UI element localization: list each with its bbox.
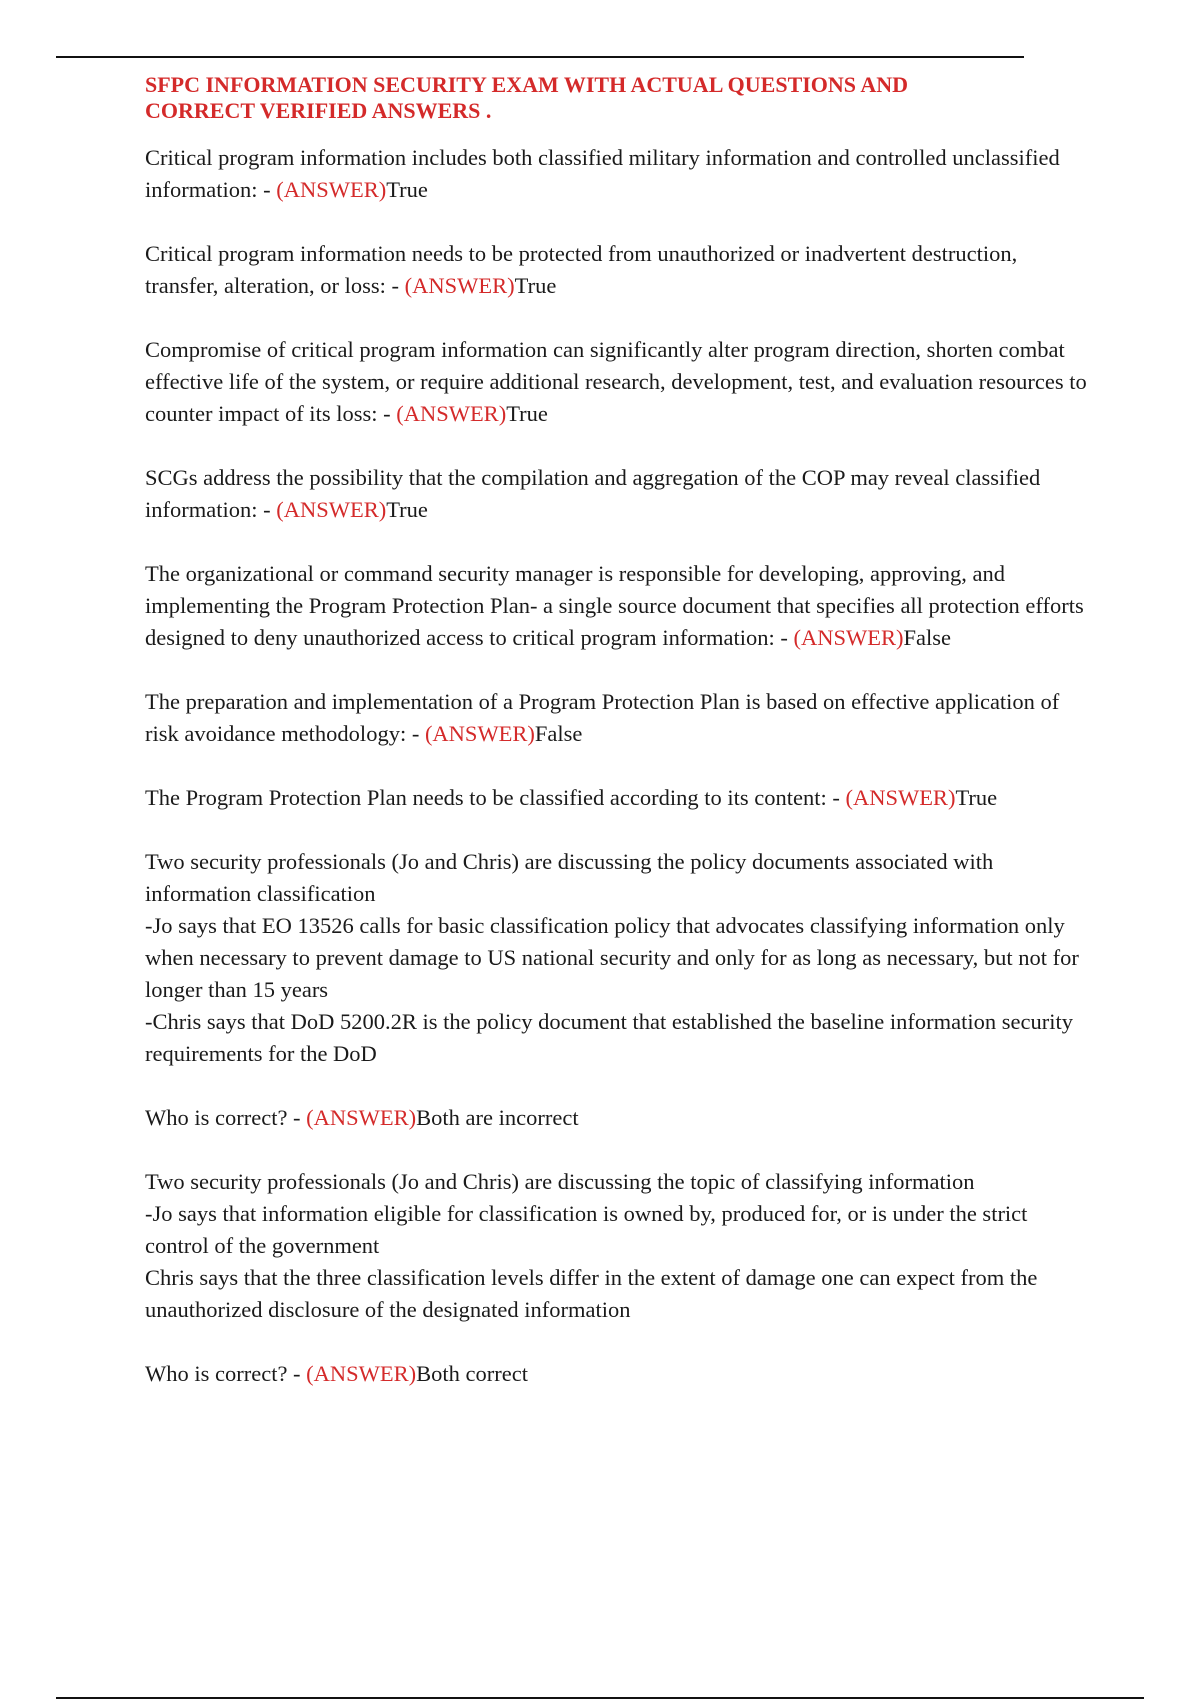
scenario-line: -Jo says that EO 13526 calls for basic classification policy that advocates classifying information only when necessary to prevent damage to US national security and only for as long as necessary, but not for longer than 15 years — [145, 913, 1079, 1002]
answer-prefix: (ANSWER) — [276, 177, 387, 202]
question-text: Who is correct? - — [145, 1105, 307, 1130]
spacer — [145, 1326, 1095, 1358]
question-text: Critical program information needs to be protected from unauthorized or inadvertent destruction, transfer, alteration, or loss: - — [145, 241, 1018, 298]
answer-prefix: (ANSWER) — [845, 785, 956, 810]
question-text: The Program Protection Plan needs to be classified according to its content: - — [145, 785, 846, 810]
answer-text: Both correct — [416, 1361, 528, 1386]
qa-text — [145, 1358, 1095, 1390]
scenario-line: Two security professionals (Jo and Chris) are discussing the topic of classifying information — [145, 1169, 975, 1194]
answer-text: True — [955, 785, 998, 810]
answer-text: True — [514, 273, 557, 298]
qa-item-5 — [145, 558, 1095, 654]
question-text: SCGs address the possibility that the compilation and aggregation of the COP may reveal classified information: - — [145, 465, 1041, 522]
answer-prefix: (ANSWER) — [306, 1105, 417, 1130]
title-line-2: CORRECT VERIFIED ANSWERS . — [145, 98, 492, 123]
answer-prefix: (ANSWER) — [424, 721, 535, 746]
qa-item-9 — [145, 1166, 1095, 1390]
qa-text — [145, 334, 1095, 430]
scenario-line: Chris says that the three classification levels differ in the extent of damage one can expect from the unauthorized disclosure of the designated information — [145, 1265, 1038, 1322]
qa-item-3 — [145, 334, 1095, 430]
qa-text — [145, 462, 1095, 526]
qa-item-8 — [145, 846, 1095, 1134]
qa-text — [145, 238, 1095, 302]
qa-text — [145, 558, 1095, 654]
qa-text — [145, 1102, 1095, 1134]
question-text: Compromise of critical program information can significantly alter program direction, shorten combat effective life of the system, or require additional research, development, test, and evaluation resources to counter impact of its loss: - — [145, 337, 1087, 426]
question-text: Who is correct? - — [145, 1361, 307, 1386]
question-text: The organizational or command security manager is responsible for developing, approving, and implementing the Program Protection Plan- a single source document that specifies all protection efforts designed to deny unauthorized access to critical program information: - — [145, 561, 1084, 650]
scenario-line: Two security professionals (Jo and Chris) are discussing the policy documents associated with information classification — [145, 849, 994, 906]
top-rule — [56, 56, 1024, 58]
answer-text: True — [386, 177, 428, 202]
answer-prefix: (ANSWER) — [396, 401, 507, 426]
question-text: Critical program information includes both classified military information and controlled unclassified information: - — [145, 145, 1060, 202]
answer-prefix: (ANSWER) — [276, 497, 387, 522]
document-title — [145, 72, 1095, 124]
scenario-line: -Chris says that DoD 5200.2R is the policy document that established the baseline information security requirements for the DoD — [145, 1009, 1073, 1066]
spacer — [145, 1070, 1095, 1102]
title-line-1: SFPC INFORMATION SECURITY EXAM WITH ACTUAL QUESTIONS AND — [145, 72, 908, 97]
document-body — [145, 72, 1095, 1422]
scenario-line: -Jo says that information eligible for classification is owned by, produced for, or is under the strict control of the government — [145, 1201, 1028, 1258]
bottom-rule — [56, 1697, 1144, 1699]
qa-text — [145, 686, 1095, 750]
qa-text — [145, 782, 1095, 814]
qa-text — [145, 142, 1095, 206]
qa-item-6 — [145, 686, 1095, 750]
answer-text: Both are incorrect — [416, 1105, 579, 1130]
answer-text: False — [534, 721, 583, 746]
answer-prefix: (ANSWER) — [793, 625, 904, 650]
question-text: The preparation and implementation of a Program Protection Plan is based on effective application of risk avoidance methodology: - — [145, 689, 1060, 746]
qa-item-7 — [145, 782, 1095, 814]
answer-text: True — [506, 401, 548, 426]
qa-item-2 — [145, 238, 1095, 302]
qa-item-1 — [145, 142, 1095, 206]
answer-text: True — [386, 497, 428, 522]
qa-item-4 — [145, 462, 1095, 526]
answer-prefix: (ANSWER) — [404, 273, 515, 298]
answer-text: False — [903, 625, 952, 650]
answer-prefix: (ANSWER) — [306, 1361, 417, 1386]
